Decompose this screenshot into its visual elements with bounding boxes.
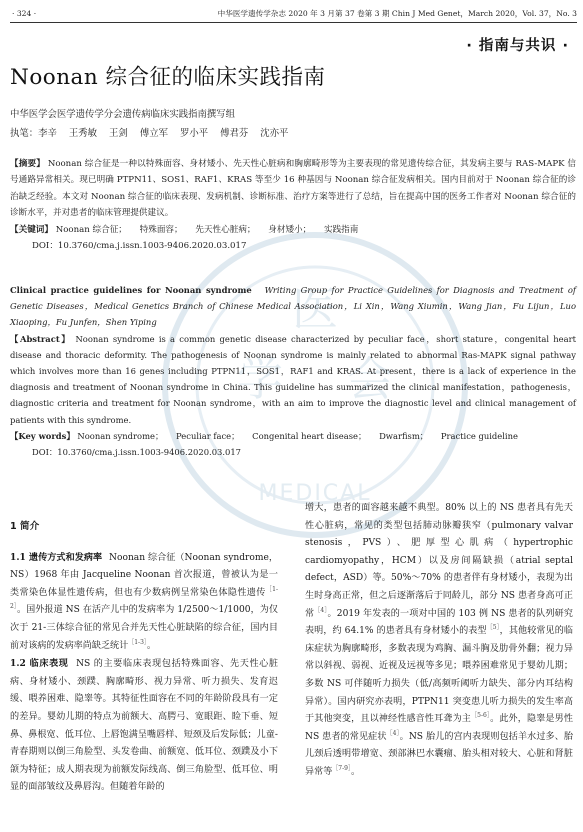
body-text: 增大，患者的面容越来越不典型。80% 以上的 NS 患者具有先天性心脏病，常见的类型包括肺动脉瓣狭窄（pulmonary valvar stenosis，PVS）、肥厚型心肌病（hypertrophic cardiomyopathy，HCM）以及房间隔缺损（atrial septal defect，ASD）等。50%～70% 的患者伴有身材矮小，表现为出生时身高正常，但之后逐渐落后于同龄儿，部分 NS 患者身高可正常 [305,503,573,619]
body-text: Noonan 综合征（Noonan syndrome，NS）1968 年由 Jacqueline Noonan 首次报道，曾被认为是一类常染色体显性遗传病，但也有少数病例呈常染色体隐性遗传 [10,552,278,598]
author-name: 沈亦平 [260,128,289,139]
citation[interactable]: ［4］ [314,606,328,614]
keyword: 先天性心脏病； [195,224,256,235]
english-abstract [10,282,576,460]
running-header [10,8,577,23]
body-text: 。国外报道 NS 在活产儿中的发病率为 1/2500～1/1000，为仅次于 21-三体综合征的常见合并先天性心脏缺陷的综合征，国内目前对该病的发病率尚缺乏统计 [10,605,278,651]
svg-text:医: 医 [292,282,338,336]
body-text: 。2019 年发表的一项对中国的 103 例 NS 患者的队列研究表明，约 64.1% 的患者具有身材矮小的表型 [305,608,573,637]
keyword: 特殊面容； [139,224,183,235]
author-name: 李辛 [38,128,57,139]
svg-text:会: 会 [347,352,393,406]
english-authors: Writing Group for Practice Guidelines for Diagnosis and Treatment of Genetic Diseases，Medical Genetics Branch of Chinese Medical Association，Li Xin，Wang Xiumin，Wang Jian，Fu Lijun，Luo Xiaoping，Fu Junfen，Shen Yiping [10,285,576,328]
svg-text:学: 学 [237,352,283,406]
section-tag: · 指南与共识 · [466,38,569,54]
keywords-label: 【关键词】 [10,224,53,235]
english-keyword: Practice guideline [440,430,518,441]
english-keywords-row [10,428,576,444]
citation[interactable]: ［4］ [386,729,400,737]
author-name: 傅君芬 [220,128,249,139]
paragraph-clinical-cont [305,500,573,782]
body-text: 。NS 胎儿的宫内表现则包括羊水过多、胎儿颈后透明带增宽、颈部淋巴水囊瘤、胎头相对较大、心脏和肾脏异常等 [305,731,574,777]
page-number: · 324 · [12,9,37,18]
body-text: 。 [350,766,361,777]
english-keyword: Dwarfism； [379,430,429,441]
section-heading: 1 简介 [10,521,40,532]
english-keyword: Peculiar face； [176,430,240,441]
writers-label: 执笔： [10,128,39,139]
author-name: 傅立军 [139,128,168,139]
chinese-abstract [10,156,576,254]
keyword: 身材矮小； [268,224,312,235]
citation[interactable]: ［5-6］ [471,712,491,720]
body-text: NS 的主要临床表现包括特殊面容、先天性心脏病、身材矮小、颈蹼、胸廓畸形、视力异常、听力损失、发育迟缓、喂养困难、隐睾等。其特征性面容在不同的年龄阶段具有一定的差异。婴幼儿期的特点为前额大、高腭弓、宽眼距、睑下垂、短鼻、鼻根宽、低耳位、上唇饱满呈嘴唇样、短颈及后发际低；儿童-青春期则以倒三角脸型、头发卷曲、前额宽、低耳位、颈蹼及小下颌为特征；成人期表现为前额发际线高、倒三角脸型、低耳位、明显的面部皱纹及鼻唇沟。但随着年龄的 [10,659,278,793]
body-text: ，其他较常见的临床症状为胸廓畸形，多数表现为鸡胸、漏斗胸及肋骨外翻；视力异常以斜视、弱视、近视及远视等多见；喂养困难常见于婴幼儿期；多数 NS 可伴随听力损失（低/高频听阈听力缺失、部分内耳结构异常）。国内研究亦表明，PTPN11 突变患儿听力损失的发生率高于其他突变，且以神经性感音性耳聋为主 [305,626,573,725]
english-abstract-text: Noonan syndrome is a common genetic disease characterized by peculiar face，short stature，congenital heart disease and thoracic deformity. The pathogenesis of Noonan syndrome is mainly related to abnormal Ras-MAPK signal pathway which involves more than 16 genes including PTPN11，SOS1，RAF1 and KRAS. At present，there is a lack of experience in the diagnosis and treatment of Noonan syndrome in China. This guideline has summarized the clinical manifestation，pathogenesis，diagnostic criteria and treatment for Noonan syndrome，with an aim to improve the diagnostic level and clinical management of patients with this syndrome. [10,333,576,425]
left-column [10,518,278,797]
english-heading [10,282,576,331]
author-block [10,105,570,143]
article-title: Noonan 综合征的临床实践指南 [10,65,326,90]
author-name: 王秀敏 [68,128,98,139]
keywords-row [10,222,576,238]
paragraph-inheritance [10,549,278,656]
abstract-paragraph [10,156,576,222]
abstract-text: Noonan 综合征是一种以特殊面容、身材矮小、先天性心脏病和胸廓畸形等为主要表现的常见遗传综合征，其发病主要与 RAS-MAPK 信号通路异常相关。现已明确 PTPN11、SOS1、RAF1、KRAS 等至少 16 种基因与 Noonan 综合征发病相关。国内目前对于 Noonan 综合征的诊治缺乏经验。本文对 Noonan 综合征的临床表现、发病机制、诊断标准、治疗方案等进行了总结，旨在提高中国的医务工作者对 Noonan 综合征的诊断水平，并对患者的临床管理提供建议。 [10,159,576,219]
subsection-heading: 1.1 遗传方式和发病率 [10,551,103,563]
english-keyword: Congenital heart disease； [252,430,367,441]
abstract-label: 【摘要】 [10,159,45,169]
writers-row [10,124,570,143]
author-name: 王剑 [109,128,128,139]
english-abstract-label: 【Abstract】 [10,333,72,344]
subsection-heading: 1.2 临床表现 [10,658,69,670]
english-keywords-label: 【Key words】 [10,430,75,441]
body-text: 。此外，隐睾是男性 NS 患者的常见症状 [305,714,573,742]
author-name: 罗小平 [179,128,209,139]
keyword: Noonan 综合征； [55,224,127,235]
english-doi[interactable]: DOI：10.3760/cma.j.issn.1003-9406.2020.03.017 [32,447,241,458]
right-column [305,500,573,782]
writing-group: 中华医学会医学遗传学分会遗传病临床实践指南撰写组 [10,109,236,120]
english-abstract-paragraph [10,331,576,428]
citation[interactable]: ［5］ [486,624,500,632]
svg-text:MEDICAL: MEDICAL [258,481,372,506]
doi[interactable]: DOI：10.3760/cma.j.issn.1003-9406.2020.03.017 [32,241,247,252]
english-title: Clinical practice guidelines for Noonan syndrome [10,285,252,295]
journal-citation: 中华医学遗传学杂志 2020 年 3 月第 37 卷第 3 期 Chin J Med Genet，March 2020，Vol. 37，No. 3 [217,9,577,18]
body-text: 。 [146,640,157,651]
citation[interactable]: ［7-9］ [332,764,351,772]
keyword: 实践指南 [323,224,359,235]
english-keyword: Noonan syndrome； [77,430,164,441]
citation[interactable]: ［1-3］ [128,638,147,646]
citation[interactable]: ［1-2］ [10,585,278,611]
paragraph-clinical [10,655,278,797]
